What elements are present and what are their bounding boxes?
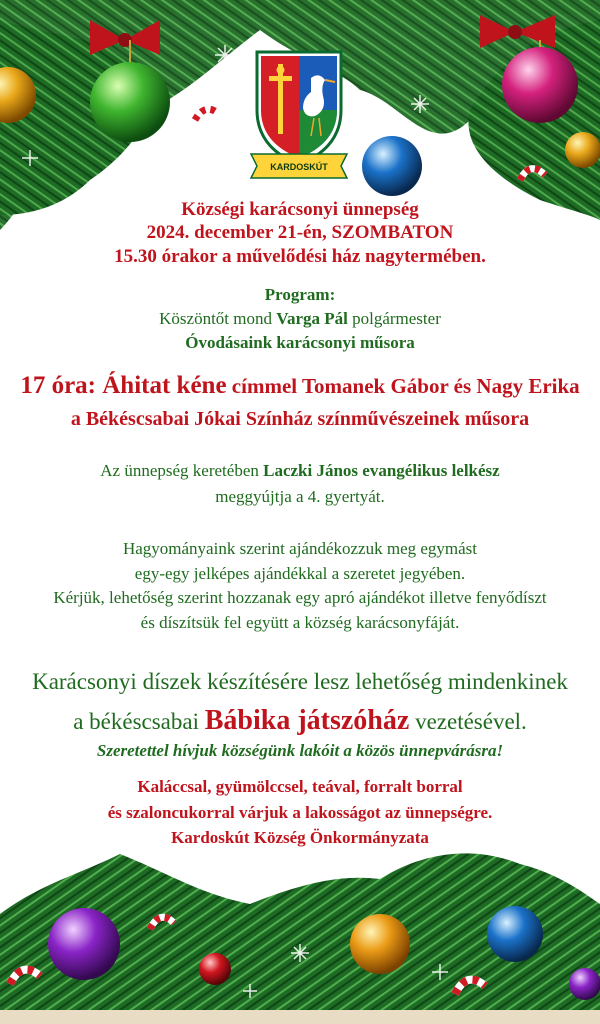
ornaments-suffix: vezetésével. (409, 709, 527, 734)
kindergarten-program: Óvodásaink karácsonyi műsora (185, 333, 415, 352)
gifts-line-2: egy-egy jelképes ajándékkal a szeretet jegyében. (134, 564, 466, 583)
playhouse-name: Bábika játszóház (204, 705, 410, 736)
crest-banner-text: KARDOSKÚT (270, 162, 328, 172)
greeting-suffix: polgármester (347, 309, 441, 328)
ornaments-prefix: a békéscsabai (73, 709, 205, 734)
greeting-prefix: Köszöntőt mond (159, 309, 277, 328)
gifts-line-1: Hagyományaink szerint ajándékozzuk meg egymást (122, 539, 478, 558)
play-title: Áhitat kéne (102, 372, 227, 399)
gifts-line-4: és díszítsük fel együtt a község karácsonyfáját. (140, 613, 460, 632)
bottom-garland-decoration (0, 834, 600, 1024)
candle-line-2: meggyújtja a 4. gyertyát. (215, 487, 385, 506)
treats-line-1: Kaláccsal, gyümölccsel, teával, forralt borral (137, 777, 463, 796)
mayor-name: Varga Pál (276, 309, 348, 328)
ornaments-line-1: Karácsonyi díszek készítésére lesz lehetőség mindenkinek (32, 669, 568, 694)
coat-of-arms-crest (249, 48, 349, 182)
ornaments-line-2 (0, 705, 600, 737)
candle-prefix: Az ünnepség keretében (100, 461, 264, 480)
play-time: 17 óra: (20, 372, 103, 399)
event-date: 2024. december 21-én, SZOMBATON (146, 222, 454, 243)
gifts-line-3: Kérjük, lehetőség szerint hozzanak egy apró ajándékot illetve fenyődíszt (53, 588, 547, 607)
play-performers: címmel Tomanek Gábor és Nagy Erika (226, 374, 580, 398)
signature-line: Kardoskút Község Önkormányzata (171, 828, 429, 847)
event-title: Községi karácsonyi ünnepség (181, 199, 419, 220)
treats-line-2: és szaloncukorral várjuk a lakosságot az ünnepségre. (107, 803, 493, 822)
theater-line: a Békéscsabai Jókai Színház színművészeinek műsora (70, 408, 530, 430)
candle-line-1 (0, 461, 600, 481)
event-time-place: 15.30 órakor a művelődési ház nagytermében. (114, 246, 486, 267)
program-heading: Program: (264, 285, 336, 304)
pastor-name: Laczki János evangélikus lelkész (263, 461, 500, 480)
play-line (0, 372, 600, 400)
greeting-line (0, 309, 600, 329)
invitation-line: Szeretettel hívjuk községünk lakóit a közös ünnepvárásra! (96, 741, 504, 760)
